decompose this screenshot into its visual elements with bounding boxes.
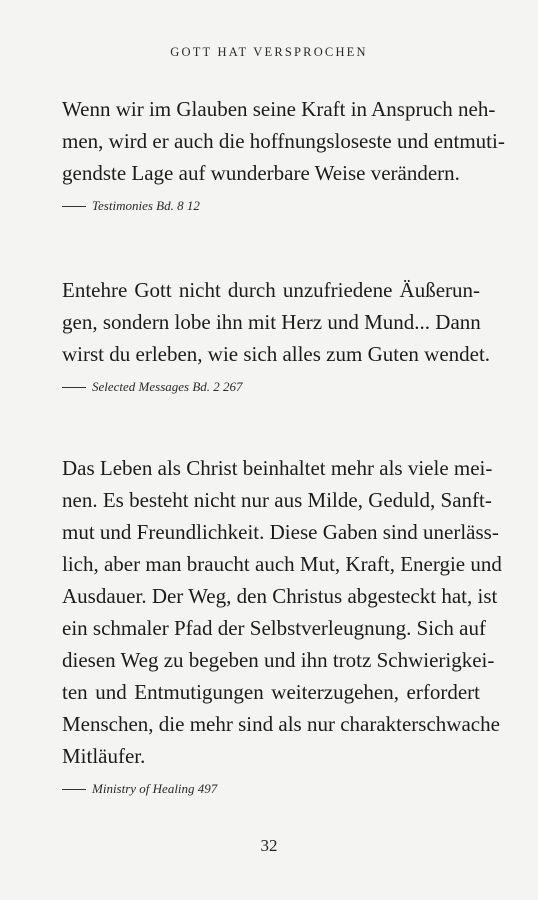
quote-text bbox=[62, 274, 491, 370]
em-dash-rule bbox=[62, 789, 86, 790]
quote-line: Entehre Gott nicht durch unzufriedene Äußerun- bbox=[62, 278, 480, 302]
quote-line: diesen Weg zu begeben und ihn trotz Schwierigkei- bbox=[62, 648, 495, 672]
quote-line: Menschen, die mehr sind als nur charakterschwache bbox=[62, 712, 500, 736]
source-text: Selected Messages Bd. 2 267 bbox=[92, 379, 243, 394]
page-number: 32 bbox=[260, 836, 278, 855]
quote-line: wirst du erleben, wie sich alles zum Guten wendet. bbox=[62, 342, 491, 366]
source-text: Ministry of Healing 497 bbox=[92, 781, 218, 796]
quote-line: mut und Freundlichkeit. Diese Gaben sind unerläss- bbox=[62, 520, 499, 544]
quote-source bbox=[62, 781, 480, 797]
quote-block bbox=[62, 274, 491, 395]
quote-line: gen, sondern lobe ihn mit Herz und Mund... Dann bbox=[62, 310, 481, 334]
quote-line: Mitläufer. bbox=[62, 744, 146, 768]
running-head: GOTT HAT VERSPROCHEN bbox=[170, 45, 368, 59]
quote-text bbox=[62, 452, 502, 772]
source-text: Testimonies Bd. 8 12 bbox=[92, 198, 200, 213]
quote-line: Das Leben als Christ beinhaltet mehr als viele mei- bbox=[62, 456, 493, 480]
em-dash-rule bbox=[62, 206, 86, 207]
quote-line: Wenn wir im Glauben seine Kraft in Anspruch neh- bbox=[62, 97, 496, 121]
quote-line: ten und Entmutigungen weiterzugehen, erfordert bbox=[62, 680, 480, 704]
quote-line: ein schmaler Pfad der Selbstverleugnung. Sich auf bbox=[62, 616, 486, 640]
quote-line: gendste Lage auf wunderbare Weise verändern. bbox=[62, 161, 460, 185]
quote-source bbox=[62, 379, 480, 395]
quote-line: lich, aber man braucht auch Mut, Kraft, Energie und bbox=[62, 552, 502, 576]
em-dash-rule bbox=[62, 387, 86, 388]
quote-source bbox=[62, 198, 480, 214]
quote-block bbox=[62, 452, 502, 797]
quote-block bbox=[62, 93, 505, 214]
quote-line: men, wird er auch die hoffnungsloseste und entmuti- bbox=[62, 129, 505, 153]
quote-line: nen. Es besteht nicht nur aus Milde, Geduld, Sanft- bbox=[62, 488, 492, 512]
quote-line: Ausdauer. Der Weg, den Christus abgesteckt hat, ist bbox=[62, 584, 498, 608]
quote-text bbox=[62, 93, 505, 189]
